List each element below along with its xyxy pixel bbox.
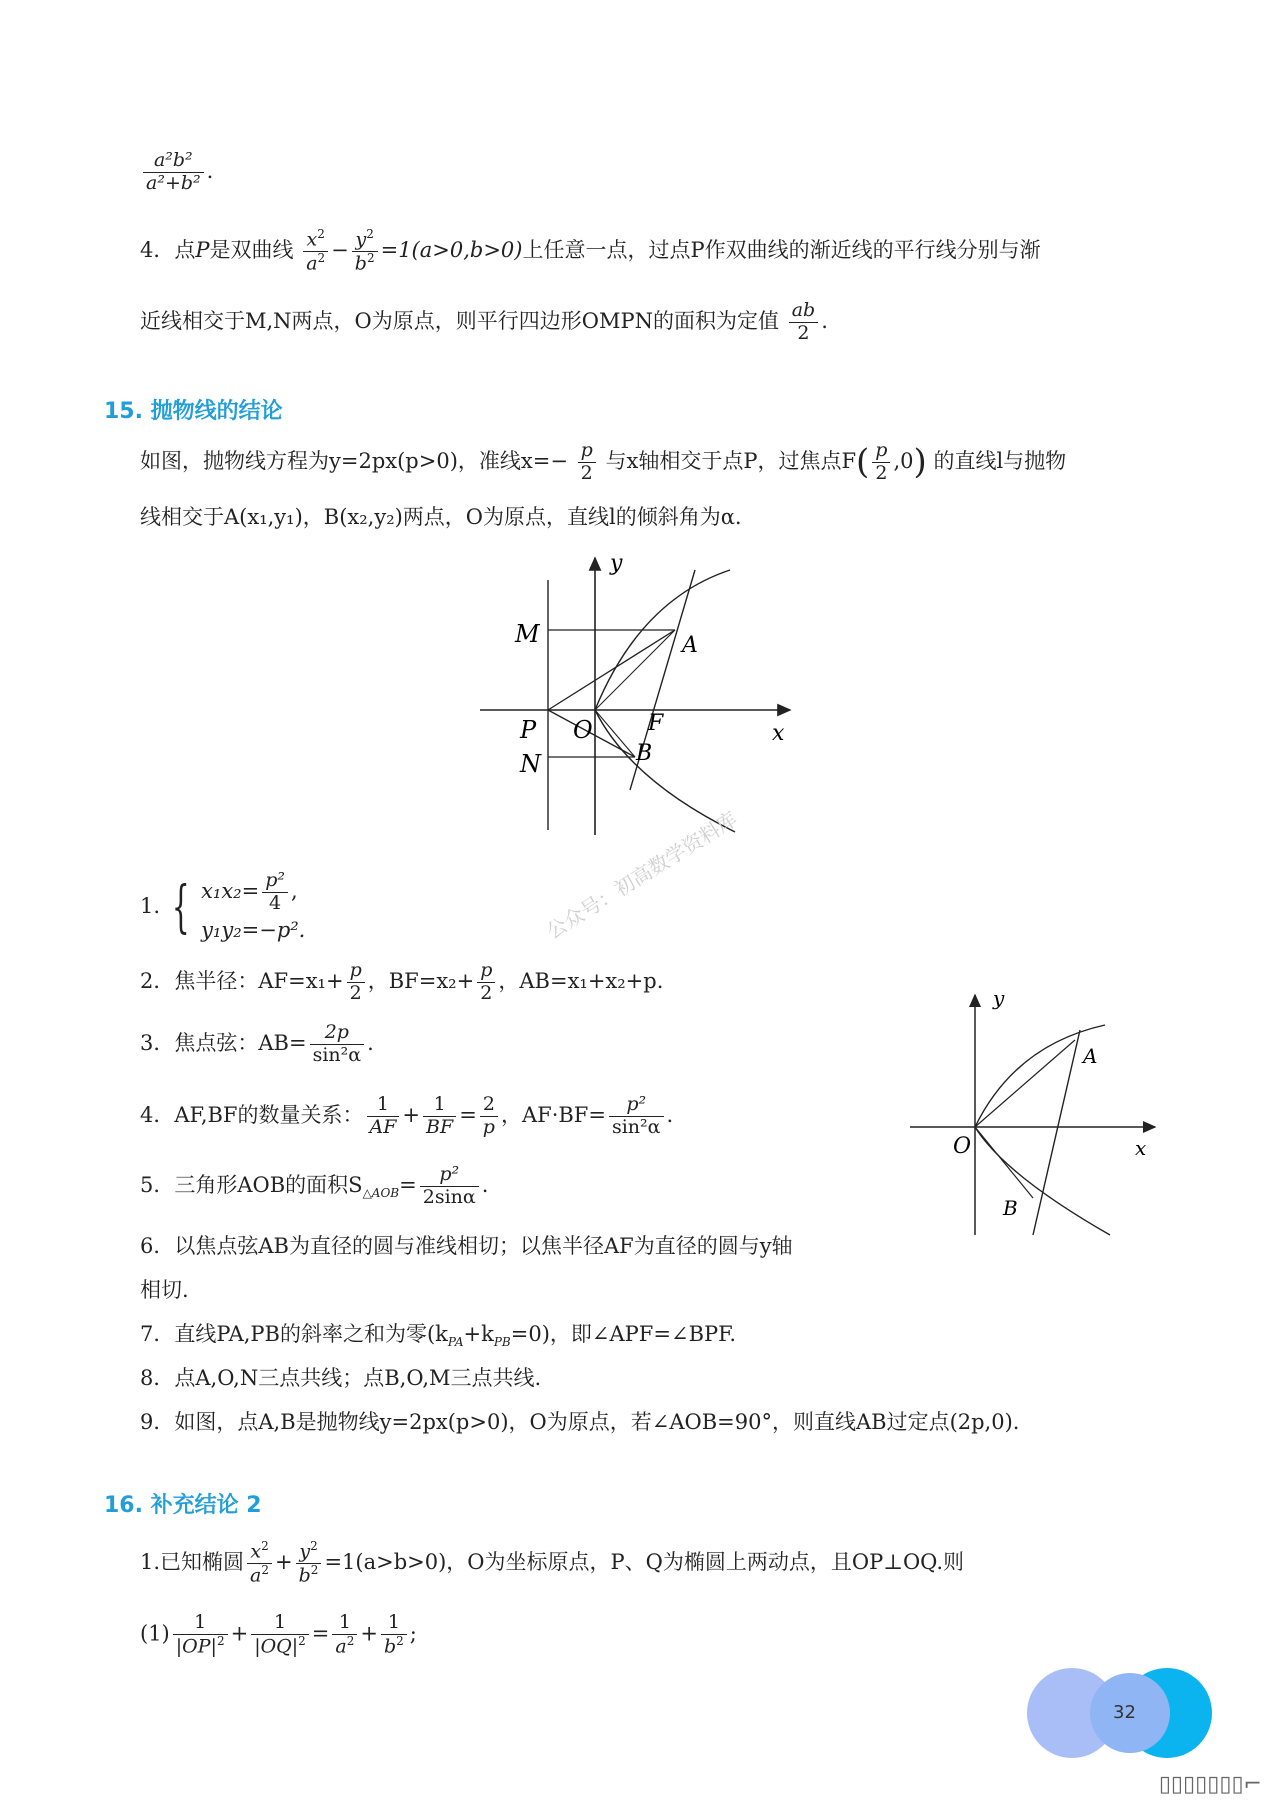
section15-intro-line2: 线相交于A(x₁,y₁)，B(x₂,y₂)两点，O为原点，直线l的倾斜角为α. — [140, 505, 742, 529]
section-16-title: 16. 补充结论 2 — [104, 1493, 262, 1518]
item-5-line: 5．三角形AOB的面积$S_{\triangle AOB}=$ $\frac{\text{p²}}{2\sin\alpha}$ . — [140, 1163, 489, 1208]
item-9-line: 9．如图，点A,B是抛物线y=2px(p>0)，O为原点，若∠AOB=90°，则直线AB过定点(2p,0). — [140, 1410, 1020, 1434]
fig1-label-P: P — [520, 716, 537, 744]
fig1-label-A: A — [682, 633, 698, 658]
fig1-label-N: N — [520, 750, 541, 778]
item-3-line: 3．焦点弦：AB= $\frac{2p}{\text{sin²α}}$ . — [140, 1021, 374, 1066]
section15-intro-line1: 如图，抛物线方程为y=2px(p>0)，准线x=− $\frac{p}{2}$ 与x轴相交于点P，过焦点F( $\frac{p}{2}$ ,0) 的直线l与抛物 — [140, 439, 1067, 484]
fig2-label-O: O — [953, 1134, 972, 1159]
hyperbola-item-line2: 近线相交于M,N两点，O为原点，则平行四边形OMPN的面积为定值 $\frac{ab}{2}$ . — [140, 299, 828, 344]
fig2-label-B: B — [1003, 1196, 1018, 1220]
top-fraction: $\frac{\text{a²b²}}{\text{a²+b²}}$ — [143, 150, 204, 195]
fig2-label-y: y — [993, 990, 1005, 1010]
fig2-label-A: A — [1083, 1044, 1098, 1068]
item-6-line2: 相切. — [140, 1278, 189, 1302]
section-15-title: 15. 抛物线的结论 — [104, 399, 283, 424]
item-6-line1: 6．以焦点弦AB为直径的圆与准线相切；以焦半径AF为直径的圆与y轴 — [140, 1234, 793, 1258]
page-number: 32 — [1113, 1702, 1136, 1723]
item-7-line: 7．直线PA,PB的斜率之和为零$(k_{PA}+k_{PB}=0)$，即∠APF=∠BPF. — [140, 1322, 737, 1350]
section16-line2: (1) $\frac{1}{|OP|^2}$ + $\frac{1}{|OQ|^2}$ = $\frac{1}{a^2}$ + $\frac{1}{b^2}$ ; — [140, 1611, 417, 1658]
item-2-line: 2．焦半径：AF=x₁+ $\frac{p}{2}$ ，BF=x₂+ $\frac{p}{2}$ ，AB=x₁+x₂+p. — [140, 959, 664, 1004]
fig2-label-x: x — [1135, 1136, 1147, 1160]
section16-line1: 1.已知椭圆 $\frac{x^2}{a^2}$ + $\frac{y^2}{b^2}$ =1(a>b>0)，O为坐标原点，P、Q为椭圆上两动点，且OP⊥OQ.则 — [140, 1539, 965, 1587]
fig1-label-O: O — [573, 716, 593, 744]
fig1-label-F: F — [648, 711, 664, 736]
hyperbola-item-line1: 4．点P是双曲线 $\frac{x^2}{a^2}$ − $\frac{y^2}{b^2}$ =1(a>0,b>0)上任意一点，过点P作双曲线的渐近线的平行线分别与渐 — [140, 227, 1041, 275]
fig1-label-B: B — [636, 741, 653, 766]
watermark: 公众号：初高数学资料库 — [542, 806, 742, 944]
item-1-system: 1. { x₁x₂= $\frac{\text{p²}}{4}$ , y₁y₂=−p². — [140, 869, 306, 942]
fig1-label-y: y — [610, 551, 623, 576]
item-8-line: 8．点A,O,N三点共线；点B,O,M三点共线. — [140, 1366, 542, 1390]
top-fraction-line: $\frac{\text{a²b²}}{\text{a²+b²}}$ . — [140, 150, 213, 195]
parabola-figure-2 — [905, 990, 1165, 1240]
bottom-toolbar-icon: ▯▯▯▯▯▯▯⌐ — [1158, 1772, 1262, 1797]
fig1-label-M: M — [515, 620, 540, 648]
item-4-line: 4．AF,BF的数量关系： $\frac{1}{AF}$ + $\frac{1}{BF}$ = $\frac{2}{p}$ ，AF·BF= $\frac{\text{p²}}{\text{sin²α}}$ . — [140, 1093, 674, 1138]
parabola-figure-1 — [470, 550, 810, 840]
fig1-label-x: x — [772, 721, 785, 746]
